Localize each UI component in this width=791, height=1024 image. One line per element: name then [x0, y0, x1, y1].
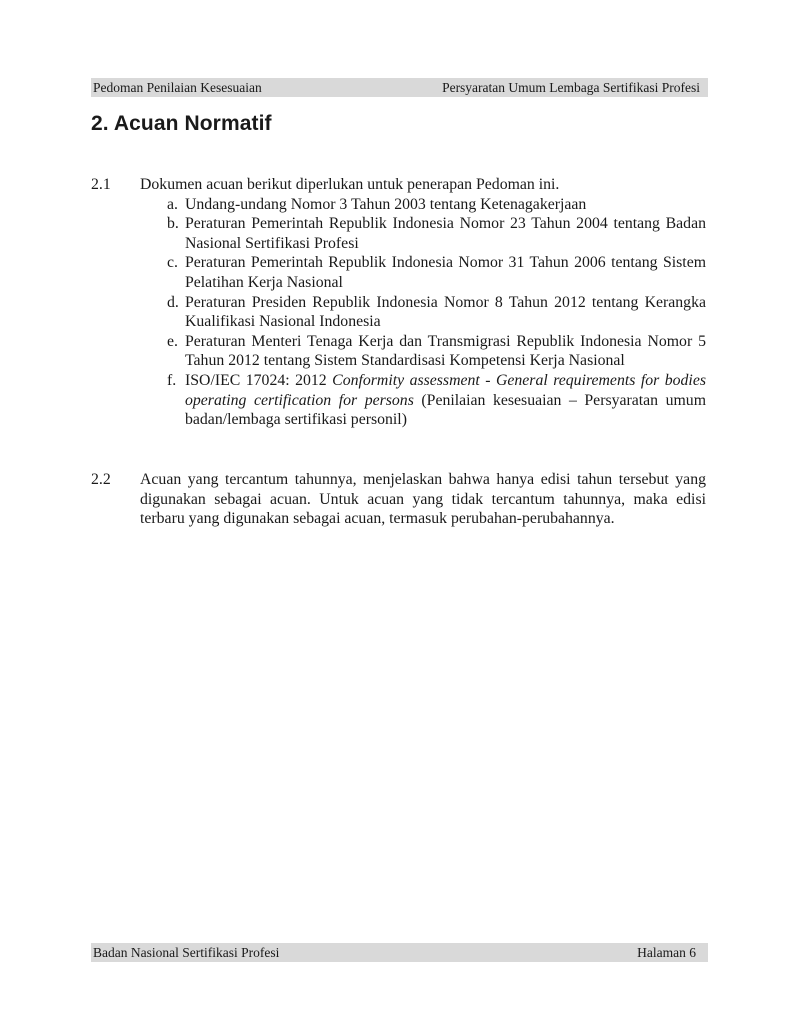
list-item: [167, 332, 706, 371]
list-item-text: Peraturan Menteri Tenaga Kerja dan Transmigrasi Republik Indonesia Nomor 5 Tahun 2012 tentang Sistem Standardisasi Kompetensi Kerja Nasional: [185, 332, 706, 370]
list-item-text: Undang-undang Nomor 3 Tahun 2003 tentang Ketenagakerjaan: [185, 195, 587, 213]
header-left-text: Pedoman Penilaian Kesesuaian: [93, 80, 262, 95]
list-marker: b.: [167, 215, 179, 233]
list-marker: d.: [167, 293, 179, 311]
page-header: [91, 78, 708, 97]
list-marker: c.: [167, 254, 178, 272]
footer-left-text: Badan Nasional Sertifikasi Profesi: [93, 945, 280, 960]
list-marker: f.: [167, 371, 177, 389]
page-footer: [91, 943, 708, 962]
list-item: [167, 253, 706, 292]
list-marker: a.: [167, 195, 178, 213]
list-item-text: Peraturan Pemerintah Republik Indonesia Nomor 31 Tahun 2006 tentang Sistem Pelatihan Kerja Nasional: [185, 254, 706, 291]
list-item-text-prefix: ISO/IEC 17024: 2012: [185, 371, 333, 389]
section-title: 2. Acuan Normatif: [91, 112, 272, 135]
list-item-text: Peraturan Presiden Republik Indonesia Nomor 8 Tahun 2012 tentang Kerangka Kualifikasi Nasional Indonesia: [185, 293, 706, 331]
header-right-text: Persyaratan Umum Lembaga Sertifikasi Profesi: [442, 80, 700, 95]
section-text: Acuan yang tercantum tahunnya, menjelaskan bahwa hanya edisi tahun tersebut yang digunakan sebagai acuan. Untuk acuan yang tidak tercantum tahunnya, maka edisi terbaru yang digunakan sebagai acuan, termasuk perubahan-perubahannya.: [140, 471, 706, 528]
section-number: 2.1: [91, 176, 111, 193]
list-item: [167, 293, 706, 332]
list-item: [167, 214, 706, 253]
section-2-1: [91, 175, 706, 430]
list-item: [167, 195, 706, 215]
list-marker: e.: [167, 332, 178, 350]
list-item: [167, 371, 706, 430]
list-item-text-suffix: (Penilaian kesesuaian – Persyaratan umum badan/lembaga sertifikasi personil): [185, 391, 706, 429]
list-item-text: Peraturan Pemerintah Republik Indonesia Nomor 23 Tahun 2004 tentang Badan Nasional Sertifikasi Profesi: [185, 215, 706, 252]
section-number: 2.2: [91, 471, 111, 488]
list-item-text-italic: Conformity assessment - General requirements for bodies operating certification for persons: [185, 371, 706, 409]
reference-list: [167, 195, 706, 430]
section-intro: Dokumen acuan berikut diperlukan untuk penerapan Pedoman ini.: [140, 176, 560, 193]
section-2-2: [91, 470, 706, 529]
page-number: Halaman 6: [637, 945, 696, 960]
